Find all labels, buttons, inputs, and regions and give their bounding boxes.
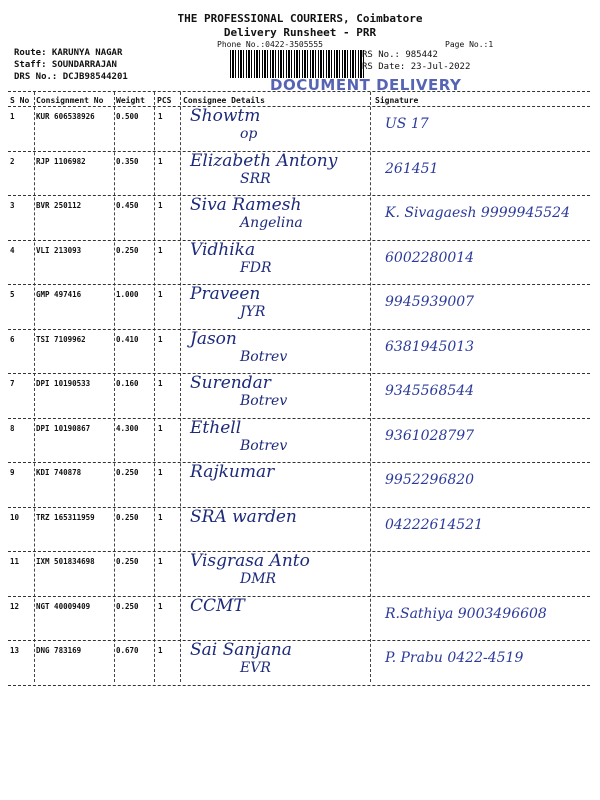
row-weight: 0.250 bbox=[116, 468, 139, 477]
row-consignment-no: KDI 740878 bbox=[36, 468, 82, 477]
row-sno: 4 bbox=[10, 245, 15, 255]
row-signature: 9945939007 bbox=[385, 294, 475, 310]
row-weight: 0.250 bbox=[116, 601, 139, 611]
row-consignee-name: Jason bbox=[190, 328, 237, 349]
row-weight: 0.670 bbox=[116, 646, 139, 655]
row-consignee-area: JYR bbox=[240, 304, 266, 320]
row-sno: 11 bbox=[10, 557, 20, 566]
table-top-rule bbox=[8, 91, 590, 92]
col-header-sno: S No bbox=[10, 96, 30, 105]
row-pcs: 1 bbox=[158, 156, 163, 166]
table-row bbox=[8, 506, 590, 554]
row-weight: 0.160 bbox=[116, 379, 139, 388]
row-pcs: 1 bbox=[158, 334, 163, 344]
table-row bbox=[8, 417, 590, 465]
row-consignee-name: Siva Ramesh bbox=[190, 195, 302, 215]
row-consignee-area: op bbox=[240, 126, 258, 142]
row-sno: 5 bbox=[10, 290, 15, 299]
row-signature: 6381945013 bbox=[385, 338, 475, 355]
row-consignment-no: TSI 7109962 bbox=[36, 334, 86, 344]
row-sno: 2 bbox=[10, 156, 15, 166]
row-consignee-name: Ethell bbox=[190, 417, 242, 438]
col-header-signature: Signature bbox=[375, 96, 419, 105]
row-consignee-area: FDR bbox=[240, 259, 272, 276]
row-weight: 0.500 bbox=[116, 112, 139, 121]
row-sno: 6 bbox=[10, 334, 15, 344]
page-number: Page No.:1 bbox=[445, 40, 494, 49]
col-header-consignment: Consignment No bbox=[36, 96, 104, 105]
barcode-image bbox=[230, 50, 365, 78]
row-consignment-no: NGT 40009409 bbox=[36, 601, 91, 611]
col-header-pcs: PCS bbox=[157, 96, 172, 105]
col-header-weight: Weight bbox=[116, 96, 145, 105]
row-consignment-no: IXM 501834698 bbox=[36, 557, 95, 566]
row-consignee-name: Rajkumar bbox=[190, 462, 275, 482]
row-pcs: 1 bbox=[158, 290, 163, 299]
row-weight: 0.250 bbox=[116, 557, 139, 566]
row-consignment-no: GMP 497416 bbox=[36, 290, 82, 299]
row-divider bbox=[8, 507, 590, 508]
row-sno: 8 bbox=[10, 423, 15, 433]
row-signature: 261451 bbox=[385, 160, 439, 177]
row-divider bbox=[8, 596, 590, 597]
row-consignment-no: RJP 1106982 bbox=[36, 156, 86, 166]
row-consignment-no: DNG 783169 bbox=[36, 646, 82, 655]
row-divider bbox=[8, 329, 590, 330]
row-weight: 1.000 bbox=[116, 290, 139, 299]
row-signature: 04222614521 bbox=[385, 516, 483, 533]
row-consignee-name: Praveen bbox=[190, 284, 261, 304]
row-consignment-no: DPI 10190533 bbox=[36, 379, 91, 388]
table-header-rule bbox=[8, 106, 590, 107]
rs-date: RS Date: 23-Jul-2022 bbox=[362, 62, 471, 72]
route-label: Route: KARUNYA NAGAR bbox=[14, 48, 123, 58]
row-sno: 9 bbox=[10, 468, 15, 477]
row-sno: 13 bbox=[10, 646, 20, 655]
row-signature: P. Prabu 0422-4519 bbox=[385, 650, 524, 666]
row-signature: 6002280014 bbox=[385, 249, 475, 266]
table-row bbox=[8, 328, 590, 376]
row-consignee-area: Botrev bbox=[240, 348, 288, 365]
drs-number: DRS No.: DCJB98544201 bbox=[14, 72, 128, 82]
row-weight: 0.250 bbox=[116, 245, 139, 255]
row-pcs: 1 bbox=[158, 512, 163, 522]
row-consignee-name: CCMT bbox=[190, 595, 245, 616]
row-consignment-no: TRZ 165311959 bbox=[36, 512, 95, 522]
row-consignment-no: VLI 213093 bbox=[36, 245, 82, 255]
row-signature: 9345568544 bbox=[385, 383, 475, 399]
row-divider bbox=[8, 462, 590, 463]
row-signature: US 17 bbox=[385, 116, 429, 132]
sheet-title: Delivery Runsheet - PRR bbox=[223, 26, 377, 39]
row-consignment-no: BVR 250112 bbox=[36, 201, 82, 210]
row-pcs: 1 bbox=[158, 468, 163, 477]
row-consignee-name: Elizabeth Antony bbox=[190, 150, 338, 171]
row-divider bbox=[8, 418, 590, 419]
row-pcs: 1 bbox=[158, 601, 163, 611]
phone-number: Phone No.:0422-3505555 bbox=[217, 40, 323, 49]
row-consignee-name: Surendar bbox=[190, 373, 271, 393]
row-weight: 0.350 bbox=[116, 156, 139, 166]
staff-label: Staff: SOUNDARRAJAN bbox=[14, 60, 117, 70]
row-pcs: 1 bbox=[158, 557, 163, 566]
row-signature: 9952296820 bbox=[385, 472, 475, 488]
row-consignee-area: Angelina bbox=[240, 215, 303, 231]
rs-number: RS No.: 985442 bbox=[362, 50, 438, 60]
table-row bbox=[8, 286, 590, 331]
row-sno: 12 bbox=[10, 601, 20, 611]
row-pcs: 1 bbox=[158, 112, 163, 121]
row-consignee-name: Vidhika bbox=[190, 239, 256, 260]
row-consignee-name: Sai Sanjana bbox=[190, 640, 292, 660]
row-divider bbox=[8, 640, 590, 641]
row-consignee-area: SRR bbox=[240, 170, 271, 187]
row-pcs: 1 bbox=[158, 423, 163, 433]
table-row bbox=[8, 108, 590, 153]
row-consignee-name: SRA warden bbox=[190, 506, 297, 527]
row-consignee-name: Visgrasa Anto bbox=[190, 551, 310, 571]
row-pcs: 1 bbox=[158, 201, 163, 210]
row-consignee-area: Botrev bbox=[240, 393, 288, 409]
table-row bbox=[8, 464, 590, 509]
row-consignee-area: Botrev bbox=[240, 437, 288, 454]
row-pcs: 1 bbox=[158, 245, 163, 255]
row-divider bbox=[8, 685, 590, 686]
col-header-consignee: Consignee Details bbox=[183, 96, 265, 105]
row-sno: 3 bbox=[10, 201, 15, 210]
row-signature: K. Sivagaesh 9999945524 bbox=[385, 205, 571, 221]
row-consignee-area: EVR bbox=[240, 660, 271, 676]
row-signature: R.Sathiya 9003496608 bbox=[385, 605, 547, 622]
row-sno: 7 bbox=[10, 379, 15, 388]
row-weight: 4.300 bbox=[116, 423, 139, 433]
row-signature: 9361028797 bbox=[385, 427, 475, 444]
row-weight: 0.410 bbox=[116, 334, 139, 344]
row-weight: 0.450 bbox=[116, 201, 139, 210]
row-consignee-name: Showtm bbox=[190, 106, 261, 126]
row-consignment-no: DPI 10190867 bbox=[36, 423, 91, 433]
row-divider bbox=[8, 284, 590, 285]
row-pcs: 1 bbox=[158, 646, 163, 655]
company-title: THE PROFESSIONAL COURIERS, Coimbatore bbox=[177, 12, 423, 25]
table-row bbox=[8, 239, 590, 287]
row-consignee-area: DMR bbox=[240, 571, 277, 587]
row-consignment-no: KUR 606538926 bbox=[36, 112, 95, 121]
row-sno: 1 bbox=[10, 112, 15, 121]
table-row bbox=[8, 375, 590, 420]
row-divider bbox=[8, 373, 590, 374]
row-sno: 10 bbox=[10, 512, 20, 522]
row-weight: 0.250 bbox=[116, 512, 139, 522]
row-divider bbox=[8, 240, 590, 241]
document-delivery-stamp: DOCUMENT DELIVERY bbox=[270, 76, 462, 94]
row-pcs: 1 bbox=[158, 379, 163, 388]
